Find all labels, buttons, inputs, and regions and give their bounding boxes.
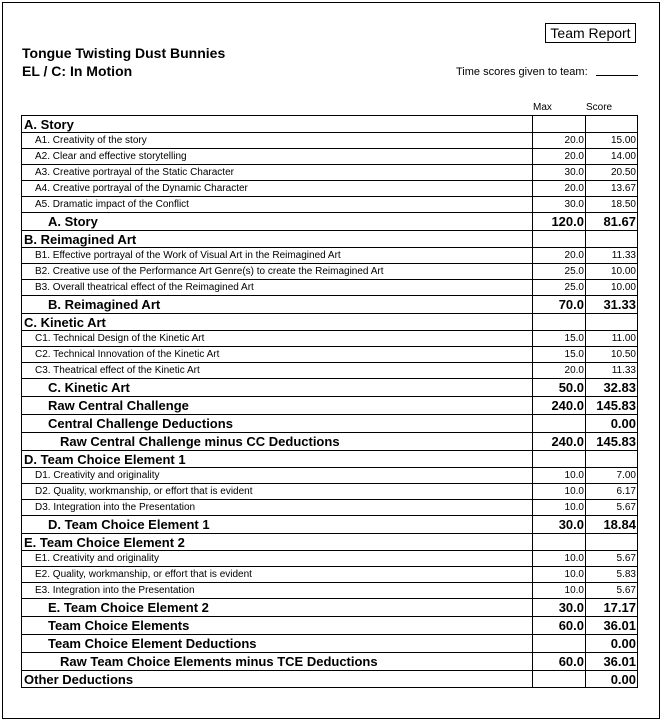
row-label: Raw Team Choice Elements minus TCE Deductions	[22, 653, 533, 671]
score-row	[22, 133, 638, 149]
row-score	[586, 314, 638, 331]
row-max: 15.0	[533, 331, 586, 347]
row-max: 15.0	[533, 347, 586, 363]
row-score	[586, 231, 638, 248]
row-max	[533, 231, 586, 248]
row-max	[533, 671, 586, 688]
row-max: 10.0	[533, 551, 586, 567]
row-label: Other Deductions	[22, 671, 533, 688]
row-label: D1. Creativity and originality	[22, 468, 533, 484]
score-column-header: Score	[586, 102, 613, 113]
row-score: 5.83	[586, 567, 638, 583]
row-label: Raw Central Challenge minus CC Deductions	[22, 433, 533, 451]
row-max: 60.0	[533, 617, 586, 635]
score-row	[22, 116, 638, 133]
score-row	[22, 451, 638, 468]
row-label: E. Team Choice Element 2	[22, 599, 533, 617]
row-score: 10.00	[586, 264, 638, 280]
row-label: D2. Quality, workmanship, or effort that is evident	[22, 484, 533, 500]
score-row	[22, 671, 638, 688]
row-label: A3. Creative portrayal of the Static Character	[22, 165, 533, 181]
row-label: A1. Creativity of the story	[22, 133, 533, 149]
score-row	[22, 331, 638, 347]
score-row	[22, 617, 638, 635]
score-row	[22, 653, 638, 671]
row-score	[586, 451, 638, 468]
row-max: 25.0	[533, 280, 586, 296]
time-scores-label: Time scores given to team:	[456, 66, 588, 78]
score-row	[22, 379, 638, 397]
row-label: B. Reimagined Art	[22, 231, 533, 248]
row-score	[586, 116, 638, 133]
team-report-label: Team Report	[545, 23, 636, 43]
row-label: Team Choice Element Deductions	[22, 635, 533, 653]
score-row	[22, 534, 638, 551]
row-max: 30.0	[533, 599, 586, 617]
time-scores-blank	[596, 75, 638, 76]
score-row	[22, 500, 638, 516]
score-row	[22, 415, 638, 433]
score-row	[22, 551, 638, 567]
row-score: 11.33	[586, 363, 638, 379]
row-score: 0.00	[586, 635, 638, 653]
row-score: 81.67	[586, 213, 638, 231]
row-score: 7.00	[586, 468, 638, 484]
row-score: 36.01	[586, 617, 638, 635]
row-score: 10.00	[586, 280, 638, 296]
score-row	[22, 397, 638, 415]
score-row	[22, 280, 638, 296]
row-max	[533, 116, 586, 133]
row-max: 10.0	[533, 583, 586, 599]
row-score: 5.67	[586, 551, 638, 567]
row-label: Central Challenge Deductions	[22, 415, 533, 433]
score-row	[22, 248, 638, 264]
row-label: C3. Theatrical effect of the Kinetic Art	[22, 363, 533, 379]
row-score: 20.50	[586, 165, 638, 181]
row-score: 14.00	[586, 149, 638, 165]
row-max	[533, 415, 586, 433]
row-max: 20.0	[533, 181, 586, 197]
row-max: 10.0	[533, 468, 586, 484]
row-label: E1. Creativity and originality	[22, 551, 533, 567]
score-row	[22, 484, 638, 500]
score-row	[22, 516, 638, 534]
row-score: 18.84	[586, 516, 638, 534]
row-label: B2. Creative use of the Performance Art Genre(s) to create the Reimagined Art	[22, 264, 533, 280]
row-max: 25.0	[533, 264, 586, 280]
row-label: C. Kinetic Art	[22, 314, 533, 331]
row-max: 10.0	[533, 484, 586, 500]
row-label: C1. Technical Design of the Kinetic Art	[22, 331, 533, 347]
row-label: Raw Central Challenge	[22, 397, 533, 415]
row-max: 240.0	[533, 433, 586, 451]
score-row	[22, 213, 638, 231]
row-label: B. Reimagined Art	[22, 296, 533, 314]
row-score: 5.67	[586, 500, 638, 516]
score-row	[22, 433, 638, 451]
row-max	[533, 451, 586, 468]
row-score: 36.01	[586, 653, 638, 671]
row-label: A. Story	[22, 213, 533, 231]
row-label: A2. Clear and effective storytelling	[22, 149, 533, 165]
row-score: 0.00	[586, 671, 638, 688]
row-score: 17.17	[586, 599, 638, 617]
score-table	[21, 115, 638, 688]
row-max: 20.0	[533, 149, 586, 165]
row-label: D3. Integration into the Presentation	[22, 500, 533, 516]
row-score: 15.00	[586, 133, 638, 149]
row-max: 240.0	[533, 397, 586, 415]
row-max: 20.0	[533, 363, 586, 379]
row-label: C. Kinetic Art	[22, 379, 533, 397]
score-row	[22, 231, 638, 248]
score-row	[22, 599, 638, 617]
row-max: 30.0	[533, 165, 586, 181]
score-row	[22, 347, 638, 363]
max-column-header: Max	[533, 102, 552, 113]
row-score: 11.00	[586, 331, 638, 347]
score-row	[22, 149, 638, 165]
row-score: 145.83	[586, 397, 638, 415]
row-label: D. Team Choice Element 1	[22, 451, 533, 468]
row-label: D. Team Choice Element 1	[22, 516, 533, 534]
row-label: B1. Effective portrayal of the Work of Visual Art in the Reimagined Art	[22, 248, 533, 264]
row-score: 11.33	[586, 248, 638, 264]
score-row	[22, 635, 638, 653]
division-name: EL / C: In Motion	[22, 63, 133, 79]
score-row	[22, 363, 638, 379]
row-score: 6.17	[586, 484, 638, 500]
row-score: 5.67	[586, 583, 638, 599]
score-row	[22, 197, 638, 213]
team-name: Tongue Twisting Dust Bunnies	[22, 45, 226, 61]
row-label: Team Choice Elements	[22, 617, 533, 635]
row-max	[533, 534, 586, 551]
row-label: C2. Technical Innovation of the Kinetic Art	[22, 347, 533, 363]
row-max: 60.0	[533, 653, 586, 671]
row-score: 145.83	[586, 433, 638, 451]
row-label: A4. Creative portrayal of the Dynamic Character	[22, 181, 533, 197]
score-row	[22, 264, 638, 280]
row-label: E. Team Choice Element 2	[22, 534, 533, 551]
row-max	[533, 635, 586, 653]
row-max: 20.0	[533, 133, 586, 149]
row-score: 0.00	[586, 415, 638, 433]
row-max	[533, 314, 586, 331]
score-row	[22, 296, 638, 314]
score-row	[22, 567, 638, 583]
row-max: 20.0	[533, 248, 586, 264]
row-score	[586, 534, 638, 551]
row-score: 18.50	[586, 197, 638, 213]
row-score: 10.50	[586, 347, 638, 363]
row-score: 13.67	[586, 181, 638, 197]
row-label: A. Story	[22, 116, 533, 133]
score-row	[22, 468, 638, 484]
row-max: 10.0	[533, 567, 586, 583]
score-row	[22, 314, 638, 331]
row-max: 70.0	[533, 296, 586, 314]
row-score: 31.33	[586, 296, 638, 314]
row-label: E3. Integration into the Presentation	[22, 583, 533, 599]
row-max: 30.0	[533, 516, 586, 534]
score-row	[22, 583, 638, 599]
row-score: 32.83	[586, 379, 638, 397]
row-label: E2. Quality, workmanship, or effort that is evident	[22, 567, 533, 583]
row-max: 50.0	[533, 379, 586, 397]
row-label: A5. Dramatic impact of the Conflict	[22, 197, 533, 213]
row-max: 30.0	[533, 197, 586, 213]
row-label: B3. Overall theatrical effect of the Reimagined Art	[22, 280, 533, 296]
row-max: 10.0	[533, 500, 586, 516]
row-max: 120.0	[533, 213, 586, 231]
score-row	[22, 165, 638, 181]
score-row	[22, 181, 638, 197]
